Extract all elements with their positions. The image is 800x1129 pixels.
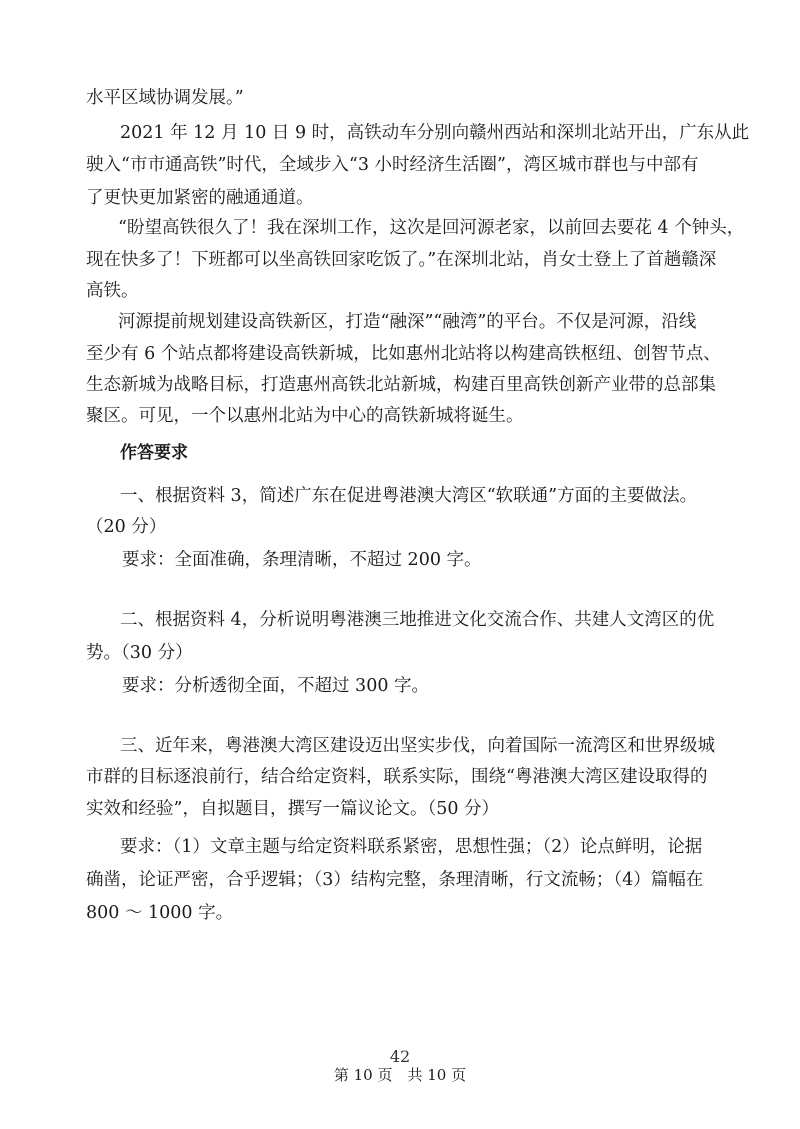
question-1: 一、根据资料 3，简述广东在促进粤港澳大湾区“软联通”方面的主要做法。 [120, 486, 698, 506]
question-3-requirement: 要求：（1）文章主题与给定资料联系紧密，思想性强；（2）论点鲜明，论据 [120, 837, 703, 857]
material-line: 生态新城为战略目标，打造惠州高铁北站新城，构建百里高铁创新产业带的总部集 [86, 375, 716, 395]
material-line: 了更快更加紧密的融通通道。 [86, 188, 314, 208]
material-line: 聚区。可见，一个以惠州北站为中心的高铁新城将诞生。 [86, 406, 524, 426]
question-2-score: 势。（30 分） [86, 643, 193, 663]
question-1-score: （20 分） [86, 517, 167, 537]
material-line: 高铁。 [86, 281, 139, 301]
question-1-requirement: 要求：全面准确，条理清晰，不超过 200 字。 [122, 550, 482, 570]
material-line: 驶入“市市通高铁”时代，全域步入“3 小时经济生活圈”，湾区城市群也与中部有 [86, 155, 699, 175]
page-stamp-number: 42 [389, 1047, 411, 1066]
question-3: 三、近年来，粤港澳大湾区建设迈出坚实步伐，向着国际一流湾区和世界级城 [120, 736, 715, 756]
question-3: 实效和经验”，自拟题目，撰写一篇议论文。（50 分） [86, 799, 500, 819]
material-line: 河源提前规划建设高铁新区，打造“融深”“融湾”的平台。不仅是河源，沿线 [118, 312, 697, 332]
question-2: 二、根据资料 4，分析说明粤港澳三地推进文化交流合作、共建人文湾区的优 [120, 610, 715, 630]
material-line: “盼望高铁很久了！我在深圳工作，这次是回河源老家，以前回去要花 4 个钟头， [118, 218, 745, 238]
question-3-requirement: 800 ～ 1000 字。 [86, 903, 234, 923]
question-3: 市群的目标逐浪前行，结合给定资料，联系实际，围绕“粤港澳大湾区建设取得的 [86, 767, 708, 787]
material-line: 至少有 6 个站点都将建设高铁新城，比如惠州北站将以构建高铁枢纽、创智节点、 [86, 344, 721, 364]
question-2-requirement: 要求：分析透彻全面，不超过 300 字。 [122, 676, 430, 696]
material-line: 水平区域协调发展。” [86, 88, 244, 108]
material-line: 2021 年 12 月 10 日 9 时，高铁动车分别向赣州西站和深圳北站开出，广东从此 [120, 123, 750, 143]
question-3-requirement: 确凿，论证严密，合乎逻辑；（3）结构完整，条理清晰，行文流畅；（4）篇幅在 [86, 870, 704, 890]
requirements-heading: 作答要求 [120, 443, 188, 463]
page-number: 第 10 页 共 10 页 [333, 1066, 467, 1084]
material-line: 现在快多了！下班都可以坐高铁回家吃饭了。”在深圳北站，肖女士登上了首趟赣深 [86, 250, 717, 270]
